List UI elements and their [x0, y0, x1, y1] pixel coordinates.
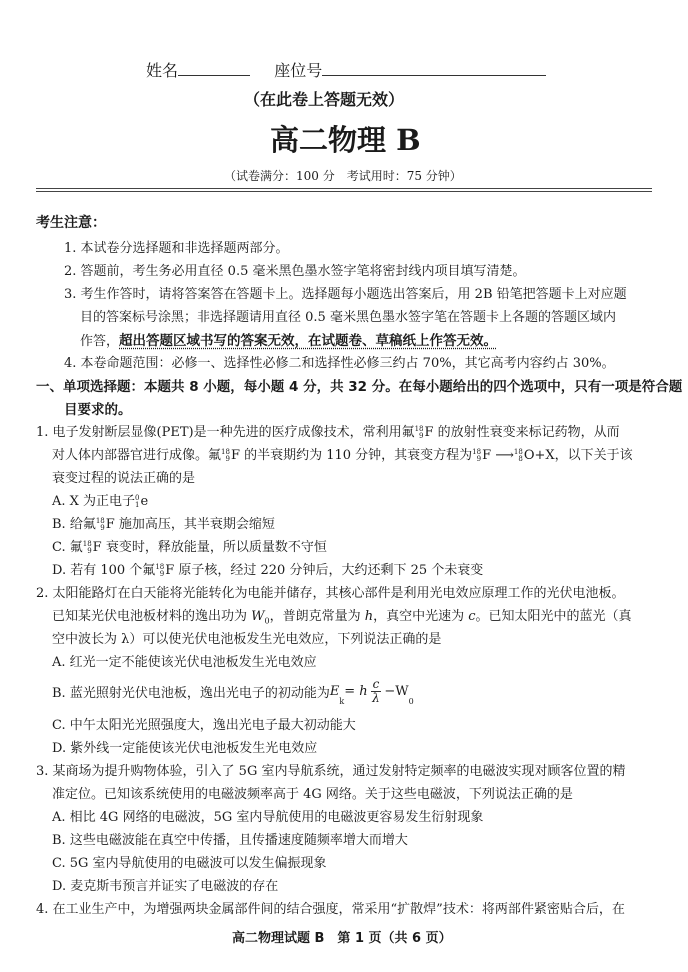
isotope-f18: 18 9	[221, 447, 230, 463]
q1-option-a-text: A. X 为正电子	[52, 494, 136, 509]
q1-text-d: F 的半衰期约为 110 分钟，其衰变方程为	[230, 448, 473, 463]
q2-option-b-text: B. 蓝光照射光伏电池板，逸出光电子的初动能为	[52, 685, 330, 701]
q1-arrow: F ⟶	[482, 448, 514, 463]
q2-option-d[interactable]: D. 紫外线一定能使该光伏电池板发生光电效应	[52, 741, 318, 756]
name-label: 姓名	[146, 61, 179, 80]
q1-option-d[interactable]	[52, 559, 483, 578]
name-field	[146, 58, 546, 81]
section-1-title-line-1: 一、单项选择题：本题共 8 小题，每小题 4 分，共 32 分。在每小题给出的四个选项中，只有一项是符合题	[36, 379, 683, 395]
q3-line-2: 准定位。已知该系统使用的电磁波频率高于 4G 网络。关于这些电磁波，下列说法正确的是	[52, 787, 573, 802]
q2-option-c[interactable]: C. 中午太阳光光照强度大，逸出光电子最大初动能大	[52, 718, 356, 733]
q2-work-function-symbol: W	[251, 609, 265, 624]
q1-text-a: 1. 电子发射断层显像(PET)是一种先进的医疗成像技术，常利用氟	[36, 425, 415, 440]
q2-fraction-denominator: λ	[372, 690, 380, 705]
q2-option-a[interactable]: A. 红光一定不能使该光伏电池板发生光电效应	[52, 655, 317, 670]
q3-line-1: 3. 某商场为提升购物体验，引入了 5G 室内导航系统，通过发射特定频率的电磁波实现对顾客位置的精	[36, 764, 626, 779]
q2-text-b: ，普朗克常量为	[269, 609, 365, 624]
q3-option-b[interactable]: B. 这些电磁波能在真空中传播，且传播速度随频率增大而增大	[52, 833, 408, 848]
q1-option-b[interactable]	[52, 513, 275, 532]
q1-option-c-text-b: F 衰变时，释放能量，所以质量数不守恒	[92, 540, 327, 555]
q2-planck-symbol: h	[364, 609, 374, 624]
isotope-positron: 0 1	[135, 493, 140, 509]
q3-option-a[interactable]: A. 相比 4G 网络的电磁波，5G 室内导航使用的电磁波更容易发生衍射现象	[52, 810, 484, 825]
notice-item-1: 1. 本试卷分选择题和非选择题两部分。	[64, 241, 289, 256]
isotope-f18: 18 9	[82, 539, 92, 555]
isotope-o18: 18 8	[513, 447, 523, 463]
q2-subscript-0: 0	[408, 697, 414, 706]
q1-text-b: F 的放射性衰变来标记药物，从而	[424, 425, 620, 440]
notice-item-2: 2. 答题前，考生务必用直径 0.5 毫米黑色墨水签字笔将密封线内项目填写清楚。	[64, 264, 526, 279]
q2-equals-h: = h	[344, 683, 368, 699]
q1-option-d-text-a: D. 若有 100 个氟	[52, 563, 156, 578]
notice-item-3-line-2: 目的答案标号涂黑；非选择题请用直径 0.5 毫米黑色墨水签字笔在答题卡上各题的答题区域内	[80, 310, 616, 325]
q2-line-3: 空中波长为 λ）可以使光伏电池板发生光电效应，下列说法正确的是	[52, 632, 442, 647]
q2-subscript-k: k	[339, 697, 345, 706]
q1-option-c-text-a: C. 氟	[52, 540, 83, 555]
q2-fraction-numerator: c	[372, 676, 380, 691]
section-1-title-line-2: 目要求的。	[64, 402, 132, 418]
notice-item-4: 4. 本卷命题范围：必修一、选择性必修二和选择性必修三约占 70%，其它高考内容约占 30%。	[64, 356, 615, 371]
q1-text-c: 对人体内部器官进行成像。氟	[52, 448, 222, 463]
q1-text-e: O+X，以下关于该	[523, 448, 633, 463]
isotope-f18: 18 9	[472, 447, 482, 463]
q1-line-2	[52, 444, 633, 463]
q3-option-c[interactable]: C. 5G 室内导航使用的电磁波可以发生偏振现象	[52, 856, 327, 871]
q2-subscript-0: 0	[264, 616, 270, 626]
q2-line-2	[52, 605, 632, 626]
q2-minus-w: −W	[384, 683, 409, 699]
notice-item-3-line-3	[80, 329, 497, 349]
q1-option-c[interactable]	[52, 536, 327, 555]
header-divider	[36, 188, 652, 192]
q1-line-1	[36, 421, 620, 440]
q2-line-1: 2. 太阳能路灯在白天能将光能转化为电能并储存，其核心部件是利用光电效应原理工作的光伏电池板。	[36, 586, 625, 601]
q2-text-a: 已知某光伏电池板材料的逸出功为	[52, 609, 252, 624]
exam-info: （试卷满分：100 分 考试用时：75 分钟）	[224, 169, 462, 183]
page-title: 高二物理 B	[270, 123, 421, 157]
q2-energy-symbol: E	[329, 683, 340, 699]
seat-blank[interactable]	[322, 61, 546, 76]
q2-fraction	[371, 678, 382, 705]
q1-option-d-text-b: F 原子核，经过 220 分钟后，大约还剩下 25 个未衰变	[165, 563, 484, 578]
q1-line-3: 衰变过程的说法正确的是	[52, 471, 196, 486]
q2-text-c: ，真空中光速为	[373, 609, 469, 624]
isotope-f18: 18 9	[155, 562, 165, 578]
q1-option-b-text-b: F 施加高压，其半衰期会缩短	[105, 517, 275, 532]
isotope-f18: 18 9	[95, 516, 105, 532]
isotope-f18: 18 9	[414, 424, 424, 440]
notice-heading: 考生注意：	[36, 215, 106, 231]
notice-item-3-line-1: 3. 考生作答时，请将答案答在答题卡上。选择题每小题选出答案后，用 2B 铅笔把答题卡上对应题	[64, 287, 627, 302]
page-footer: 高二物理试题 B 第 1 页（共 6 页）	[232, 931, 452, 946]
q2-light-speed-symbol: c	[468, 609, 476, 624]
q2-text-d: 。已知太阳光中的蓝光（真	[475, 609, 632, 624]
name-blank[interactable]	[178, 61, 250, 76]
notice-item-3-emphasis: 超出答题区域书写的答案无效，在试题卷、草稿纸上作答无效。	[119, 333, 498, 349]
q1-option-a[interactable]	[52, 490, 148, 509]
notice-item-3-prefix: 作答，	[80, 334, 120, 349]
q2-option-b[interactable]	[52, 676, 414, 706]
q1-option-a-symbol: e	[140, 494, 149, 509]
q4-line-1: 4. 在工业生产中，为增强两块金属部件间的结合强度，常采用“扩散焊”技术：将两部件紧密贴合后，在	[36, 902, 625, 917]
q3-option-d[interactable]: D. 麦克斯韦预言并证实了电磁波的存在	[52, 879, 279, 894]
invalid-notice: （在此卷上答题无效）	[244, 90, 405, 109]
q1-option-b-text-a: B. 给氟	[52, 517, 96, 532]
seat-label: 座位号	[274, 61, 323, 80]
